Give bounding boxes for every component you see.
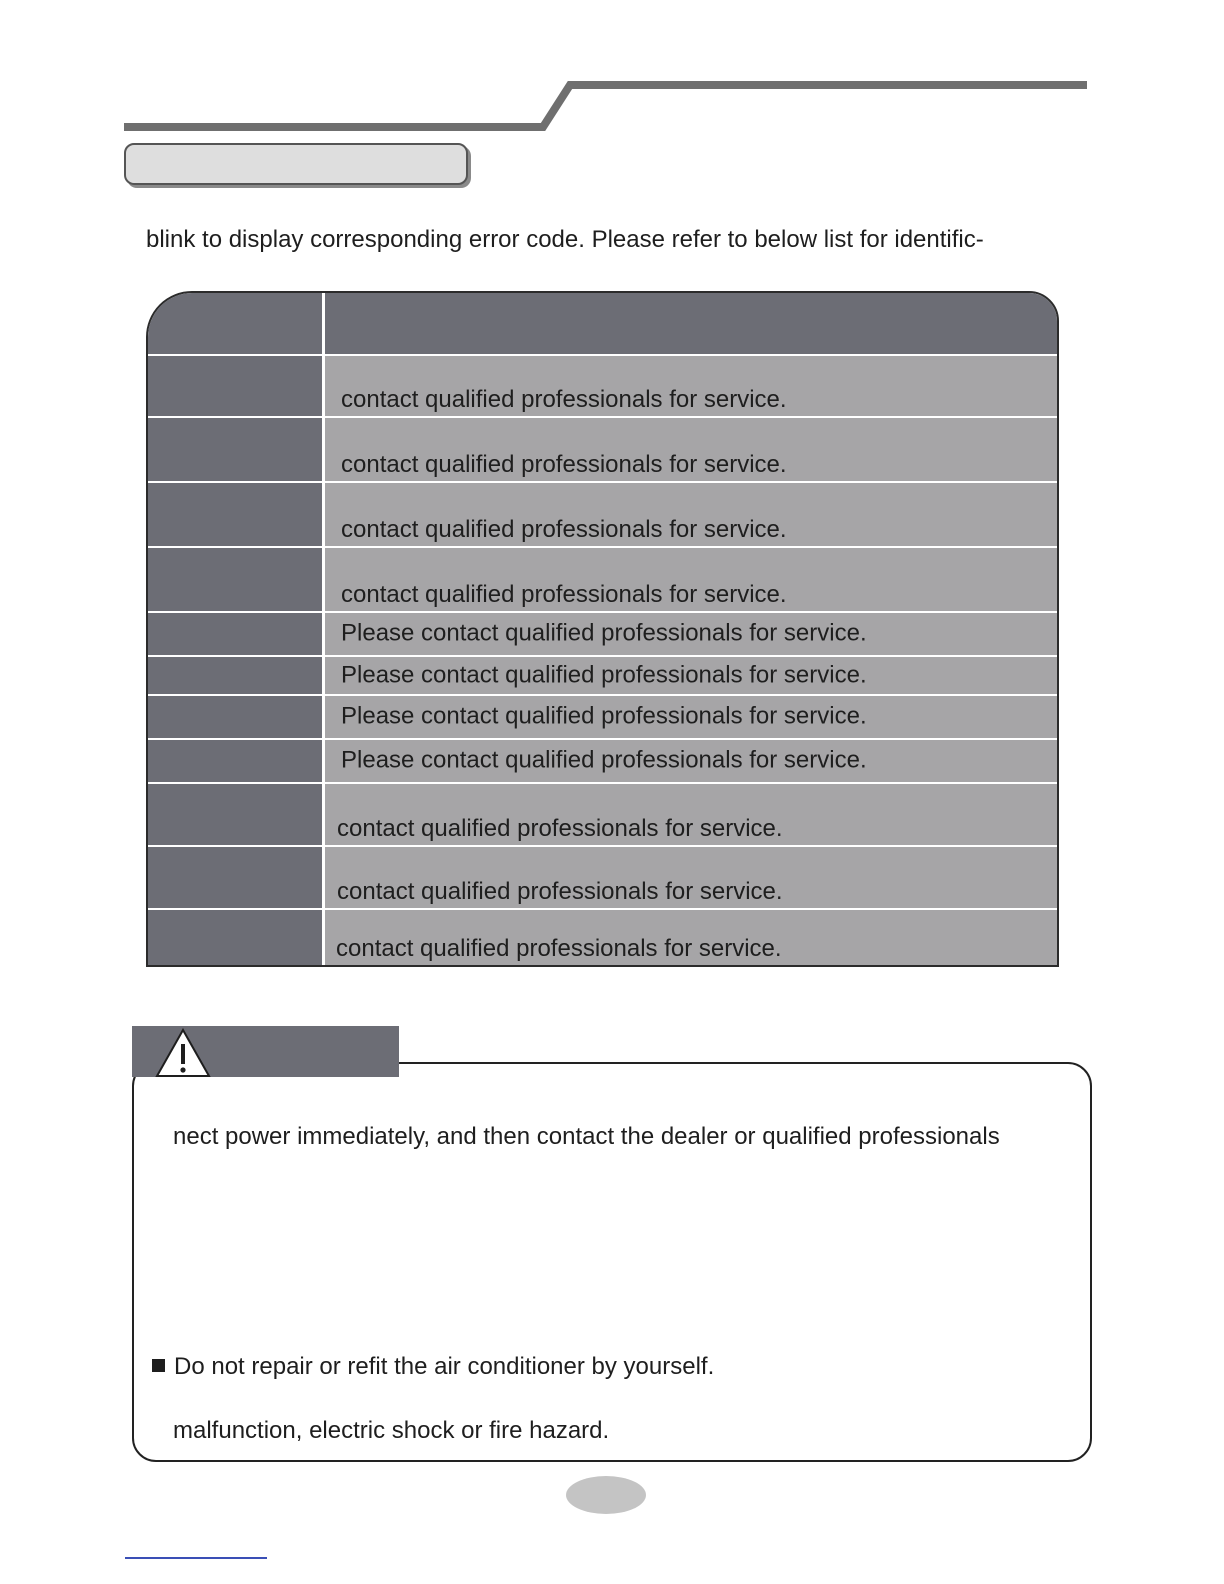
error-code-table bbox=[146, 291, 1059, 967]
description-cell bbox=[325, 613, 1057, 655]
error-code-cell bbox=[148, 548, 322, 611]
error-code-cell bbox=[148, 613, 322, 655]
page-number-badge bbox=[566, 1476, 646, 1514]
caution-text-line: nect power immediately, and then contact the dealer or qualified professionals bbox=[173, 1123, 1000, 1150]
header-rule bbox=[0, 0, 1224, 140]
warning-triangle-icon bbox=[155, 1028, 211, 1078]
description-text: contact qualified professionals for service. bbox=[337, 878, 783, 905]
table-row bbox=[148, 910, 1057, 965]
error-code-cell bbox=[148, 740, 322, 782]
description-cell bbox=[325, 910, 1057, 965]
section-title-tab bbox=[124, 143, 468, 185]
table-row bbox=[148, 483, 1057, 546]
description-cell bbox=[325, 356, 1057, 416]
table-row bbox=[148, 548, 1057, 611]
error-code-cell bbox=[148, 784, 322, 845]
intro-text: blink to display corresponding error code. Please refer to below list for identific- bbox=[146, 226, 984, 253]
description-cell bbox=[325, 740, 1057, 782]
description-text: contact qualified professionals for service. bbox=[341, 451, 787, 478]
caution-text-line: malfunction, electric shock or fire hazard. bbox=[173, 1417, 610, 1444]
description-cell bbox=[325, 418, 1057, 481]
table-row bbox=[148, 657, 1057, 694]
error-code-cell bbox=[148, 910, 322, 965]
table-row bbox=[148, 696, 1057, 738]
description-cell bbox=[325, 548, 1057, 611]
table-row bbox=[148, 847, 1057, 908]
error-code-cell bbox=[148, 418, 322, 481]
error-code-cell bbox=[148, 356, 322, 416]
description-cell bbox=[325, 847, 1057, 908]
description-text: Please contact qualified professionals for service. bbox=[341, 660, 867, 688]
error-code-cell bbox=[148, 696, 322, 738]
table-row bbox=[148, 740, 1057, 782]
error-code-cell bbox=[148, 847, 322, 908]
description-text: Please contact qualified professionals for service. bbox=[341, 746, 867, 774]
table-header bbox=[148, 293, 1057, 354]
caution-bullet-text: Do not repair or refit the air conditioner by yourself. bbox=[174, 1353, 715, 1380]
caution-bullet-line bbox=[152, 1353, 714, 1381]
column-divider bbox=[322, 293, 325, 354]
description-text: contact qualified professionals for service. bbox=[341, 581, 787, 608]
table-row bbox=[148, 613, 1057, 655]
error-code-cell bbox=[148, 657, 322, 694]
description-text: contact qualified professionals for service. bbox=[341, 386, 787, 413]
caution-box bbox=[132, 1062, 1092, 1462]
footer-rule bbox=[125, 1557, 267, 1559]
description-text: contact qualified professionals for service. bbox=[337, 815, 783, 842]
description-text: contact qualified professionals for service. bbox=[341, 516, 787, 543]
error-code-cell bbox=[148, 483, 322, 546]
description-text: contact qualified professionals for service. bbox=[336, 935, 782, 962]
description-cell bbox=[325, 657, 1057, 694]
description-cell bbox=[325, 483, 1057, 546]
description-text: Please contact qualified professionals for service. bbox=[341, 702, 867, 730]
description-cell bbox=[325, 696, 1057, 738]
bullet-icon bbox=[152, 1359, 165, 1372]
table-row bbox=[148, 784, 1057, 845]
description-text: Please contact qualified professionals for service. bbox=[341, 619, 867, 647]
description-cell bbox=[325, 784, 1057, 845]
table-row bbox=[148, 418, 1057, 481]
table-row bbox=[148, 356, 1057, 416]
